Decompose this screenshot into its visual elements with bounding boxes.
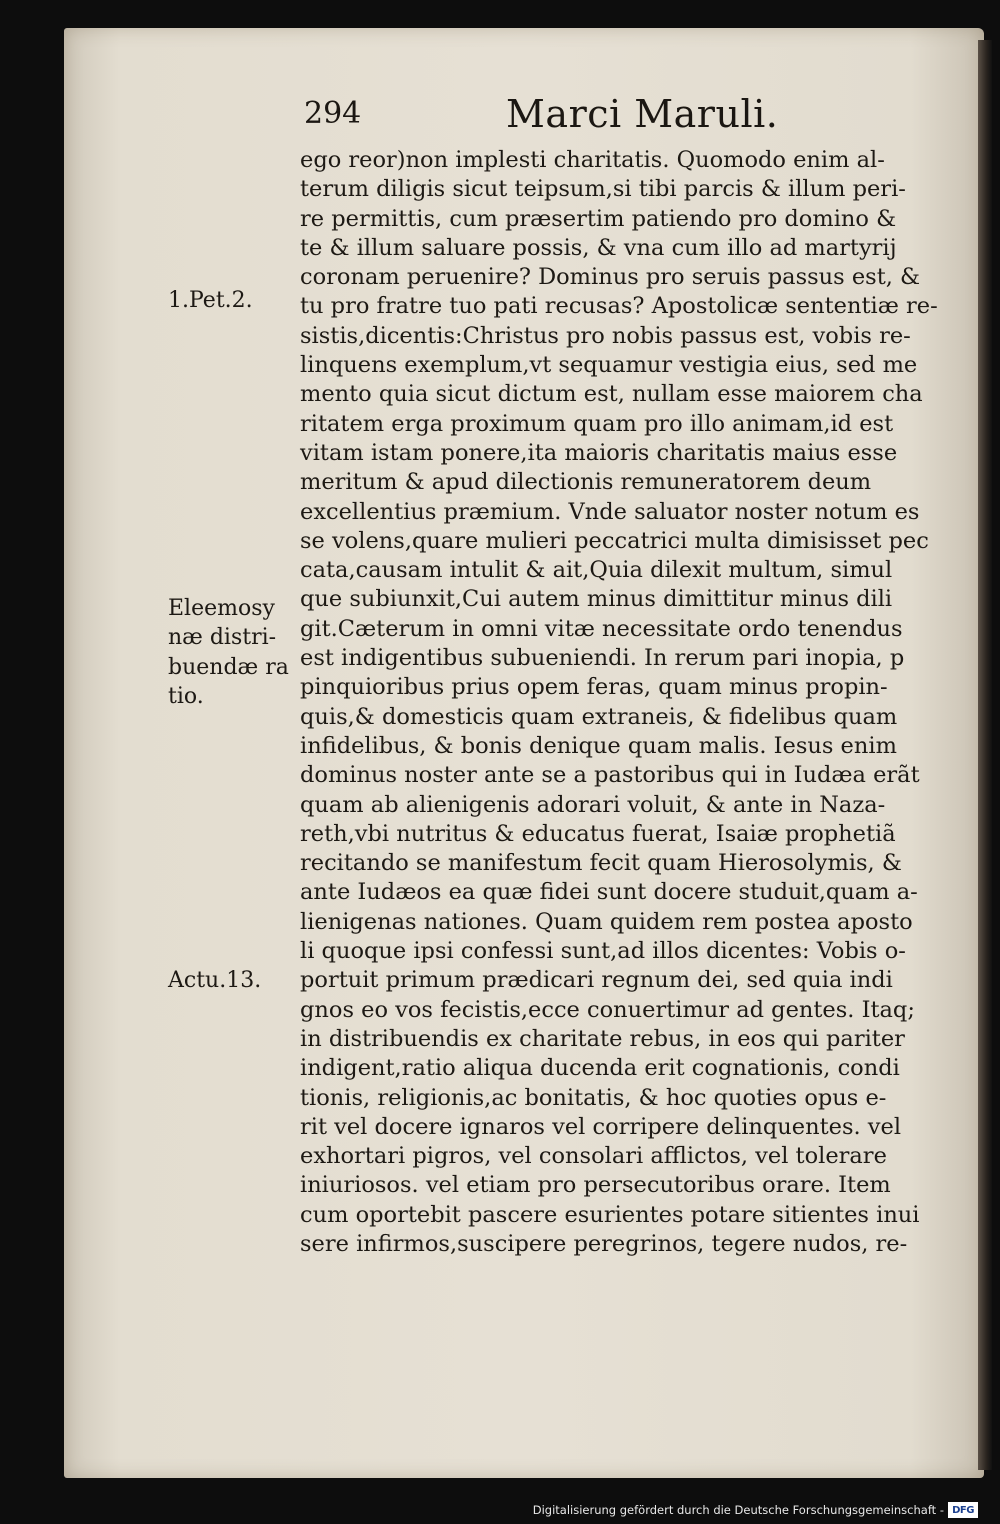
- text-line: pinquioribus prius opem feras, quam minus propin-: [300, 674, 888, 701]
- text-line: cum oportebit pascere esurientes potare sitientes inui: [300, 1201, 920, 1228]
- text-line: dominus noster ante se a pastoribus qui in Iudæa erãt: [300, 762, 920, 789]
- text-line: que subiunxit,Cui autem minus dimittitur minus dili: [300, 586, 893, 613]
- margin-note-line: Eleemosy: [168, 596, 275, 621]
- margin-note-line: næ distri-: [168, 625, 277, 651]
- text-line: iniuriosos. vel etiam pro persecutoribus orare. Item: [300, 1172, 891, 1199]
- text-line: ritatem erga proximum quam pro illo animam,id est: [300, 410, 894, 437]
- text-line: cata,causam intulit & ait,Quia dilexit multum, simul: [300, 557, 893, 584]
- margin-note-line: 1.Pet.2.: [168, 288, 253, 313]
- text-line: ante Iudæos ea quæ fidei sunt docere studuit,quam a-: [300, 879, 918, 906]
- text-line: tionis, religionis,ac bonitatis, & hoc quoties opus e-: [300, 1084, 887, 1111]
- digitization-credit: [533, 1500, 978, 1520]
- text-line: infidelibus, & bonis denique quam malis. Iesus enim: [300, 732, 897, 759]
- text-line: git.Cæterum in omni vitæ necessitate ordo tenendus: [300, 615, 903, 642]
- text-line: ego reor)non implesti charitatis. Quomodo enim al-: [300, 147, 885, 173]
- text-line: te & illum saluare possis, & vna cum illo ad martyrij: [300, 234, 897, 261]
- running-title: Marci Maruli.: [506, 92, 779, 136]
- page-header: [304, 92, 904, 142]
- text-line: rit vel docere ignaros vel corripere delinquentes. vel: [300, 1113, 902, 1140]
- text-line: quam ab alienigenis adorari voluit, & ante in Naza-: [300, 791, 886, 818]
- text-line: indigent,ratio aliqua ducenda erit cognationis, condi: [300, 1055, 900, 1082]
- text-line: quis,& domesticis quam extraneis, & fidelibus quam: [300, 703, 898, 730]
- text-line: linquens exemplum,vt sequamur vestigia eius, sed me: [300, 352, 918, 379]
- text-line: se volens,quare mulieri peccatrici multa dimisisset pec: [300, 527, 929, 554]
- text-line: li quoque ipsi confessi sunt,ad illos dicentes: Vobis o-: [300, 938, 906, 965]
- text-line: sistis,dicentis:Christus pro nobis passus est, vobis re-: [300, 322, 911, 349]
- text-line: in distribuendis ex charitate rebus, in eos qui pariter: [300, 1025, 905, 1052]
- text-line: lienigenas nationes. Quam quidem rem postea aposto: [300, 908, 913, 935]
- text-line: recitando se manifestum fecit quam Hierosolymis, &: [300, 850, 902, 877]
- margin-note-line: tio.: [168, 683, 204, 709]
- dfg-logo-icon: DFG: [948, 1502, 978, 1518]
- text-line: gnos eo vos fecistis,ecce conuertimur ad gentes. Itaq;: [300, 996, 915, 1023]
- margin-note-pet: [168, 286, 253, 315]
- text-line: meritum & apud dilectionis remuneratorem deum: [300, 469, 872, 496]
- text-line: mento quia sicut dictum est, nullam esse maiorem cha: [300, 381, 923, 408]
- credit-text: Digitalisierung gefördert durch die Deutsche Forschungsgemeinschaft -: [532, 1503, 944, 1517]
- text-line: excellentius præmium. Vnde saluator noster notum es: [300, 498, 920, 525]
- margin-note-line: Actu.13.: [168, 968, 262, 993]
- text-line: terum diligis sicut teipsum,si tibi parcis & illum peri-: [300, 176, 906, 203]
- margin-note-line: buendæ ra: [168, 654, 289, 680]
- text-line: re permittis, cum præsertim patiendo pro domino &: [300, 205, 897, 232]
- margin-note-eleemosyna: [168, 594, 289, 711]
- page-number: 294: [304, 96, 362, 131]
- text-line: coronam peruenire? Dominus pro seruis passus est, &: [300, 264, 921, 291]
- text-line: exhortari pigros, vel consolari afflictos, vel tolerare: [300, 1143, 887, 1170]
- text-line: sere infirmos,suscipere peregrinos, tegere nudos, re-: [300, 1230, 908, 1257]
- text-line: tu pro fratre tuo pati recusas? Apostolicæ sententiæ re-: [300, 293, 938, 320]
- text-line: portuit primum prædicari regnum dei, sed quia indi: [300, 967, 893, 994]
- text-line: reth,vbi nutritus & educatus fuerat, Isaiæ prophetiã: [300, 820, 896, 847]
- book-edge: [978, 40, 992, 1470]
- text-line: est indigentibus subueniendi. In rerum pari inopia, p: [300, 645, 905, 672]
- margin-note-actu: [168, 966, 261, 995]
- body-text: [300, 146, 940, 1259]
- text-line: vitam istam ponere,ita maioris charitatis maius esse: [300, 439, 898, 466]
